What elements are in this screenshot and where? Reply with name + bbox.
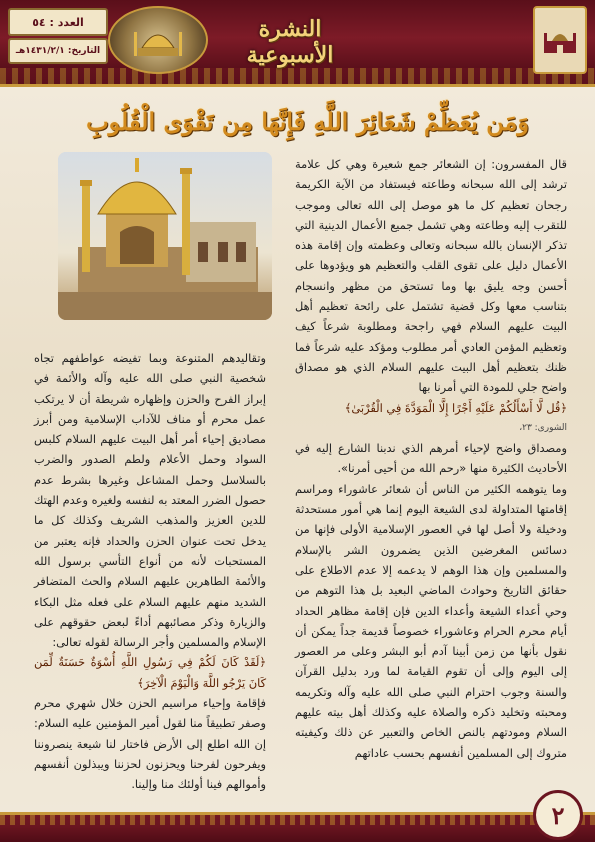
quran-quote: ﴿قُل لَّا أَسْأَلُكُمْ عَلَيْهِ أَجْرًا إِلَّا الْمَوَدَّةَ فِي الْقُرْبَىٰ﴾: [344, 400, 567, 415]
shrine-image: [58, 152, 272, 320]
paragraph: وتقاليدهم المتنوعة وبما تفيضه عواطفهم تجاه شخصية النبي صلى الله عليه وآله والأئمة في إبراز الفرح والحزن وإظهاره شريطة أن لا يرتكب عمل محرم أو مناف للآداب الإسلامية ومن أبرز مصاديق إحياء أمر أهل البيت عليهم السلام كلبس السواد وحمل الأعلام ولطم الصدور والضرب بالسلاسل وحمل المشاعل وغيرها بشرط عدم حصول الضرر المعتد به لنفسه ولغيره وعدم الهتك للدين العزيز والمذهب الشريف وكذلك كل ما يدخل تحت عنوان الحزن والحداد فإنه يعتبر من المستحبات لأنه من أنواع التأسي برسول الله والأئمة الطاهرين عليهم السلام والحث المتضافر الشديد منهم عليهم السلام على فعله مثل البكاء والزيارة وذكر مصائبهم أداءً لبعض حقوقهم على الإسلام والمسلمين وأجر الرسالة لقوله تعالى:: [34, 351, 266, 650]
header-bar: [0, 0, 595, 87]
issue-number: العدد : ٥٤: [8, 8, 108, 36]
article-title: وَمَن يُعَظِّمْ شَعَائِرَ اللَّهِ فَإِنَّهَا مِن تَقْوَى الْقُلُوبِ: [86, 107, 529, 136]
quran-quote: ﴿لَقَدْ كَانَ لَكُمْ فِي رَسُولِ اللَّهِ أُسْوَةٌ حَسَنَةٌ لِّمَن كَانَ يَرْجُو اللَّهَ وَالْيَوْمَ الْآخِرَ﴾: [34, 655, 266, 690]
dome-icon: [128, 18, 188, 62]
paragraph: وما يتوهمه الكثير من الناس أن شعائر عاشوراء ومراسم إقامتها المتداولة لدى الشيعة اليوم إنما هي أمور مستحدثة ودخيلة ولا أصل لها في العصور الإسلامية الأولى فإنها من دسائس المغرضين الذين يضمرون الشر بالإسلام والمسلمين وإن هذا الوهم لا يدعمه إلا عدم الاطلاع على حقائق التاريخ وحوادث الماضي البعيد بل هذا التوهم من وحي أعداء الشيعة وأعداء الدين فإن إقامة مظاهر الحداد أيام محرم الحرام وعاشوراء خصوصاً قديمة جداً يمكن أن نقول بأنها من زمن أبينا آدم أبو البشر وعلى مر العصور إلى اليوم وإلى أن تقوم القيامة لما ورد بدليل القرآن والسنة وجوب احترام النبي صلى الله عليه وآله وتكريمه ومحبته وتخليد ذكره والصلاة عليه وكذلك أهل بيته عليهم السلام ومودتهم بالنص الخاص والتعبير عن ذلك وكيفيته متروك إلى المسلمين أنفسهم بحسب عاداتهم: [295, 481, 567, 760]
paragraph: ومصداق واضح لإحياء أمرهم الذي ندبنا الشارع إليه في الأحاديث الكثيرة منها «رحم الله من أحيى أمرنا».: [295, 441, 567, 476]
article-column-right: [295, 154, 567, 789]
issue-date: التاريخ: ١٤٣١/٢/١هـ: [8, 38, 108, 64]
shrine-emblem: [108, 6, 208, 74]
magazine-title: النشرة الأسبوعية: [246, 16, 334, 68]
header-ornament: [0, 68, 595, 84]
footer-bar: [0, 812, 595, 842]
article-column-left: [34, 348, 266, 792]
mosque-icon: [543, 25, 577, 55]
footer-ornament: [0, 815, 595, 825]
paragraph: فإقامة وإحياء مراسيم الحزن خلال شهري محرم وصفر تطبيقاً منا لقول أمير المؤمنين عليه السلام: إن الله اطلع إلى الأرض فاختار لنا شيعة ينصروننا ويفرحون لفرحنا ويحزنون لحزننا ويبذلون أنفسهم وأموالهم فينا أولئك منا وإلينا.: [34, 696, 266, 792]
paragraph: قال المفسرون: إن الشعائر جمع شعيرة وهي كل علامة ترشد إلى الله سبحانه وطاعته فيستفاد من الآية الكريمة رجحان تعظيم كل ما هو موصل إلى الله تعالى وموجب للتقرب إليه وطاعته وهي تشمل جميع الأعمال الدينية التي تذكر الإنسان بالله سبحانه وتعالى وعظمته وإن إقامة هذه الأعمال دليل على تقوى القلب والتعظيم هو ويؤدوها على أحسن وجه يليق بها وما تستحق من مظهر وانسجام بتناسب معها وكل قضية تشتمل على رائحة تعظيم أهل البيت عليهم السلام فهي راجحة ومطلوبة شرعاً كيف وتعظيم المؤمن العادي أمر مطلوب ومؤكد عليه شرعاً فما ظنك بتعظيم أهل البيت عليهم السلام الذي هو مصداق واضح جلي للمودة التي أمرنا بها: [295, 157, 567, 395]
publisher-logo: [533, 6, 587, 74]
quote-reference: الشورى: ٢٣،: [519, 422, 567, 433]
page-number: ٢: [533, 790, 583, 840]
